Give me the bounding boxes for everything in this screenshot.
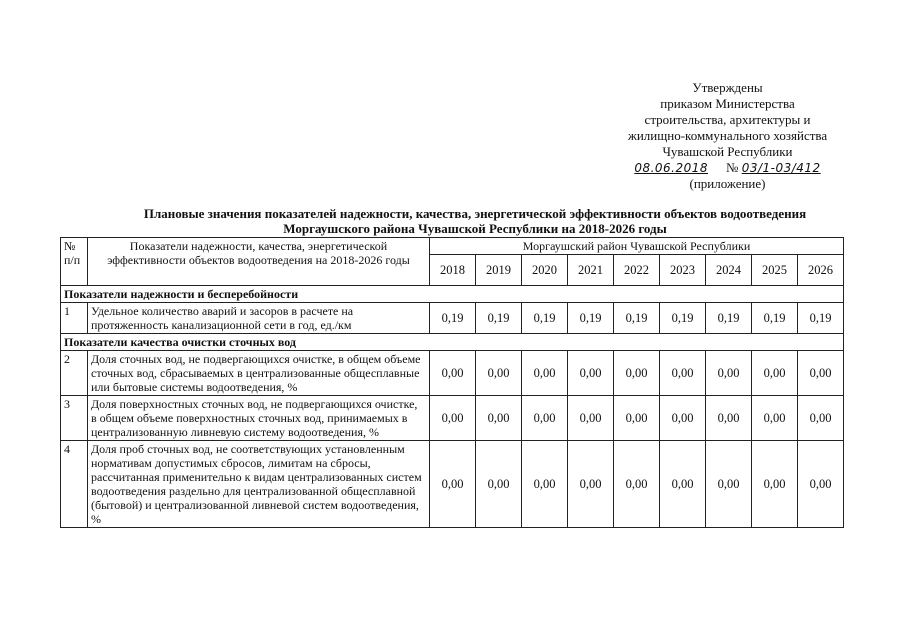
header-region: Моргаушский район Чувашской Республики: [430, 238, 844, 255]
row-value: 0,00: [706, 396, 752, 441]
appendix-label: (приложение): [689, 176, 766, 191]
title-line-1: Плановые значения показателей надежности, качества, энергетической эффективности объектов водоотведения: [143, 206, 807, 221]
section-title: Показатели надежности и бесперебойности: [61, 286, 844, 303]
header-year: 2026: [798, 255, 844, 286]
header-year: 2020: [522, 255, 568, 286]
header-year: 2018: [430, 255, 476, 286]
row-value: 0,00: [660, 351, 706, 396]
row-value: 0,00: [522, 441, 568, 528]
row-value: 0,19: [430, 303, 476, 334]
row-value: 0,00: [476, 351, 522, 396]
row-value: 0,00: [430, 351, 476, 396]
indicators-table: [60, 237, 844, 528]
header-year: 2022: [614, 255, 660, 286]
row-value: 0,19: [706, 303, 752, 334]
row-value: 0,19: [568, 303, 614, 334]
section-row: [61, 334, 844, 351]
approval-line: Чувашской Республики: [662, 144, 793, 159]
row-value: 0,00: [568, 396, 614, 441]
header-year: 2023: [660, 255, 706, 286]
row-value: 0,00: [430, 441, 476, 528]
row-value: 0,19: [752, 303, 798, 334]
approval-line: приказом Министерства: [660, 96, 795, 111]
row-value: 0,19: [798, 303, 844, 334]
row-indicator: Удельное количество аварий и засоров в расчете на протяженность канализационной сети в год, ед./км: [88, 303, 430, 334]
approval-line: строительства, архитектуры и: [644, 112, 811, 127]
row-num: 3: [61, 396, 88, 441]
section-title: Показатели качества очистки сточных вод: [61, 334, 844, 351]
row-value: 0,00: [568, 351, 614, 396]
header-year: 2025: [752, 255, 798, 286]
row-value: 0,00: [798, 441, 844, 528]
section-row: [61, 286, 844, 303]
row-value: 0,19: [614, 303, 660, 334]
table-row: [61, 441, 844, 528]
row-value: 0,00: [614, 351, 660, 396]
row-indicator: Доля сточных вод, не подвергающихся очистке, в общем объеме сточных вод, сбрасываемых в централизованные общесплавные или бытовые системы водоотведения, %: [88, 351, 430, 396]
row-num: 2: [61, 351, 88, 396]
table-header-row: [61, 238, 844, 255]
row-indicator: Доля проб сточных вод, не соответствующих установленным нормативам допустимых сбросов, лимитам на сбросы, рассчитанная применительно к видам централизованных систем водоотведения раздельно для централизованной общесплавной (бытовой) и централизованной ливневой систем водоотведения, %: [88, 441, 430, 528]
approval-stamp: [605, 80, 850, 192]
row-value: 0,00: [706, 441, 752, 528]
row-value: 0,00: [752, 441, 798, 528]
table-row: [61, 303, 844, 334]
row-value: 0,00: [752, 396, 798, 441]
row-value: 0,00: [660, 441, 706, 528]
row-value: 0,00: [614, 441, 660, 528]
row-value: 0,00: [568, 441, 614, 528]
row-value: 0,00: [706, 351, 752, 396]
title-line-2: Моргаушского района Чувашской Республики на 2018-2026 годы: [283, 221, 667, 236]
row-num: 4: [61, 441, 88, 528]
approval-date-number: [605, 160, 850, 176]
header-num: № п/п: [61, 238, 88, 286]
approval-line: жилищно-коммунального хозяйства: [627, 128, 828, 143]
table-row: [61, 351, 844, 396]
approval-number: 03/1-03/412: [741, 161, 821, 175]
row-value: 0,00: [476, 441, 522, 528]
row-value: 0,19: [476, 303, 522, 334]
header-indicator: Показатели надежности, качества, энергетической эффективности объектов водоотведения на 2018-2026 годы: [88, 238, 430, 286]
row-value: 0,00: [522, 396, 568, 441]
row-value: 0,00: [614, 396, 660, 441]
row-value: 0,00: [798, 396, 844, 441]
row-value: 0,00: [522, 351, 568, 396]
row-num: 1: [61, 303, 88, 334]
row-indicator: Доля поверхностных сточных вод, не подвергающихся очистке, в общем объеме поверхностных сточных вод, принимаемых в централизованную ливневую систему водоотведения, %: [88, 396, 430, 441]
row-value: 0,00: [798, 351, 844, 396]
header-year: 2019: [476, 255, 522, 286]
row-value: 0,19: [660, 303, 706, 334]
row-value: 0,19: [522, 303, 568, 334]
number-sign: №: [726, 160, 739, 175]
row-value: 0,00: [660, 396, 706, 441]
header-year: 2024: [706, 255, 752, 286]
approval-line: Утверждены: [692, 80, 763, 95]
approval-date: 08.06.2018: [634, 161, 709, 175]
document-title: [60, 206, 890, 236]
row-value: 0,00: [430, 396, 476, 441]
row-value: 0,00: [752, 351, 798, 396]
table-row: [61, 396, 844, 441]
row-value: 0,00: [476, 396, 522, 441]
header-year: 2021: [568, 255, 614, 286]
